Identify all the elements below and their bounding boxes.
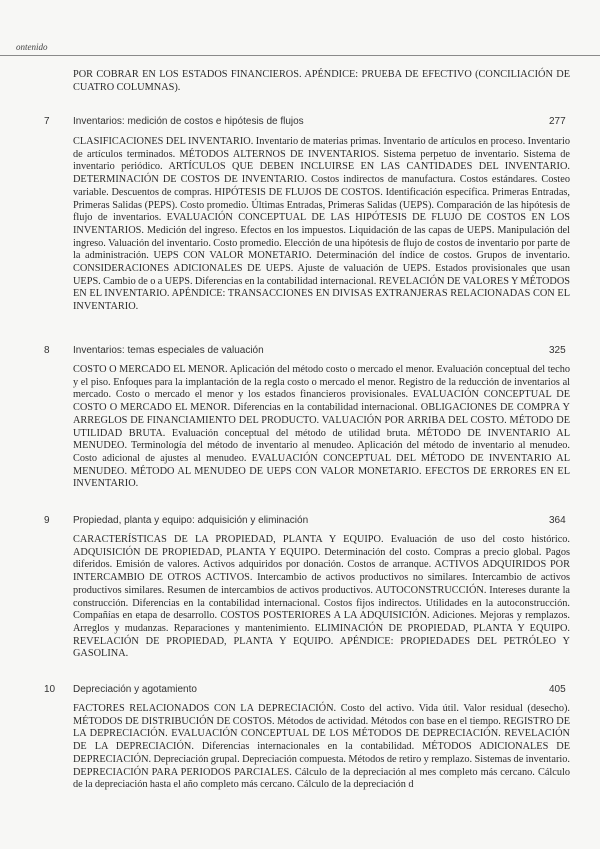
running-head: ontenido [16, 42, 48, 52]
chapter-page: 364 [549, 515, 566, 526]
header-rule [0, 55, 600, 56]
chapter-10-text: FACTORES RELACIONADOS CON LA DEPRECIACIÓN. Costo del activo. Vida útil. Valor residual (desecho). MÉTODOS DE DISTRIBUCIÓN DE COSTOS. Métodos de actividad. Métodos con base en el tiempo. REGISTRO DE LA DEPRECIACIÓN. EVALUACIÓN CONCEPTUAL DE LOS MÉTODOS DE DEPRECIACIÓN. REVELACIÓN DE LA DEPRECIACIÓN. Diferencias internacionales en la contabilidad. MÉTODOS ADICIONALES DE DEPRECIACIÓN. Depreciación grupal. Depreciación compuesta. Métodos de retiro y remplazo. Sistemas de inventario. DEPRECIACIÓN PARA PERIODOS PARCIALES. Cálculo de la depreciación al mes completo más cercano. Cálculo de la depreciación hasta el año completo más cercano. Cálculo de la depreciación d [73, 703, 570, 791]
chapter-title: Inventarios: temas especiales de valuación [73, 345, 264, 356]
chapter-title: Propiedad, planta y equipo: adquisición y eliminación [73, 515, 309, 526]
chapter-7-heading [0, 116, 600, 130]
chapter-page: 405 [549, 684, 566, 695]
chapter-8-heading [0, 345, 600, 359]
chapter-title: Depreciación y agotamiento [73, 684, 197, 695]
chapter-title: Inventarios: medición de costos e hipótesis de flujos [73, 116, 304, 127]
chapter-10-heading [0, 684, 600, 698]
chapter-8-text: COSTO O MERCADO EL MENOR. Aplicación del método costo o mercado el menor. Evaluación conceptual del techo y el piso. Enfoques para la implantación de la regla costo o mercado el menor. Registro de la reducción de inventarios al mercado. Costo o mercado el menor y los estados financieros provisionales. EVALUACIÓN CONCEPTUAL DE COSTO O MERCADO EL MENOR. Diferencias en la contabilidad internacional. OBLIGACIONES DE COMPRA Y ARREGLOS DE FINANCIAMIENTO DEL PRODUCTO. VALUACIÓN POR ARRIBA DEL COSTO. MÉTODO DE UTILIDAD BRUTA. Evaluación conceptual del método de utilidad bruta. MÉTODO DE INVENTARIO AL MENUDEO. Terminología del método de inventario al menudeo. Aplicación del método de inventario al menudeo. Costo adicional de ajustes al menudeo. EVALUACIÓN CONCEPTUAL DEL MÉTODO DE INVENTARIO AL MENUDEO. MÉTODO AL MENUDEO DE UEPS CON VALOR MONETARIO. EFECTOS DE ERRORES EN EL INVENTARIO. [73, 364, 570, 490]
chapter-7-text: CLASIFICACIONES DEL INVENTARIO. Inventario de materias primas. Inventario de artículos en proceso. Inventario de artículos terminados. MÉTODOS ALTERNOS DE INVENTARIOS. Sistema perpetuo de inventario. Sistema de inventario periódico. ARTÍCULOS QUE DEBEN INCLUIRSE EN LAS CANTIDADES DEL INVENTARIO. DETERMINACIÓN DE COSTOS DE INVENTARIO. Costos indirectos de manufactura. Costos estándares. Costeo variable. Descuentos de compras. HIPÓTESIS DE FLUJOS DE COSTOS. Identificación específica. Primeras Entradas, Primeras Salidas (PEPS). Costo promedio. Últimas Entradas, Primeras Salidas (UEPS). Comparación de las hipótesis de flujo de inventarios. EVALUACIÓN CONCEPTUAL DE LAS HIPÓTESIS DE FLUJO DE COSTOS EN LOS INVENTARIOS. Medición del ingreso. Efectos en los impuestos. Liquidación de las capas de UEPS. Manipulación del ingreso. Valuación del inventario. Costo promedio. Elección de una hipótesis de flujo de costos de inventario por parte de la administración. UEPS CON VALOR MONETARIO. Determinación del índice de costos. Grupos de inventario. CONSIDERACIONES ADICIONALES DE UEPS. Ajuste de valuación de UEPS. Estados provisionales que usan UEPS. Cambio de o a UEPS. Diferencias en la contabilidad internacional. REVELACIÓN DE VALORES Y MÉTODOS EN EL INVENTARIO. APÉNDICE: TRANSACCIONES EN DIVISAS EXTRANJERAS RELACIONADAS CON EL INVENTARIO. [73, 136, 570, 313]
chapter-number: 7 [44, 116, 50, 127]
chapter-number: 9 [44, 515, 50, 526]
chapter-page: 277 [549, 116, 566, 127]
chapter-number: 10 [44, 684, 56, 695]
chapter-9-heading [0, 515, 600, 529]
chapter-9-text: CARACTERÍSTICAS DE LA PROPIEDAD, PLANTA Y EQUIPO. Evaluación de uso del costo histórico. ADQUISICIÓN DE PROPIEDAD, PLANTA Y EQUIPO. Determinación del costo. Compras a precio global. Pagos diferidos. Emisión de valores. Activos adquiridos por donación. Costos de arranque. ACTIVOS ADQUIRIDOS POR INTERCAMBIO DE OTROS ACTIVOS. Intercambio de activos productivos no similares. Intercambio de activos productivos similares. Resumen de intercambios de activos productivos. AUTOCONSTRUCCIÓN. Intereses durante la construcción. Diferencias en la contabilidad internacional. Costos fijos indirectos. Utilidades en la autoconstrucción. Compañías en etapa de desarrollo. COSTOS POSTERIORES A LA ADQUISICIÓN. Adiciones. Mejoras y remplazos. Arreglos y mudanzas. Reparaciones y mantenimiento. ELIMINACIÓN DE PROPIEDAD, PLANTA Y EQUIPO. REVELACIÓN DE PROPIEDAD, PLANTA Y EQUIPO. APÉNDICE: PROPIEDADES DEL PETRÓLEO Y GASOLINA. [73, 534, 570, 660]
chapter-number: 8 [44, 345, 50, 356]
chapter-page: 325 [549, 345, 566, 356]
intro-text: POR COBRAR EN LOS ESTADOS FINANCIEROS. APÉNDICE: PRUEBA DE EFECTIVO (CONCILIACIÓN DE CUATRO COLUMNAS). [73, 69, 570, 93]
